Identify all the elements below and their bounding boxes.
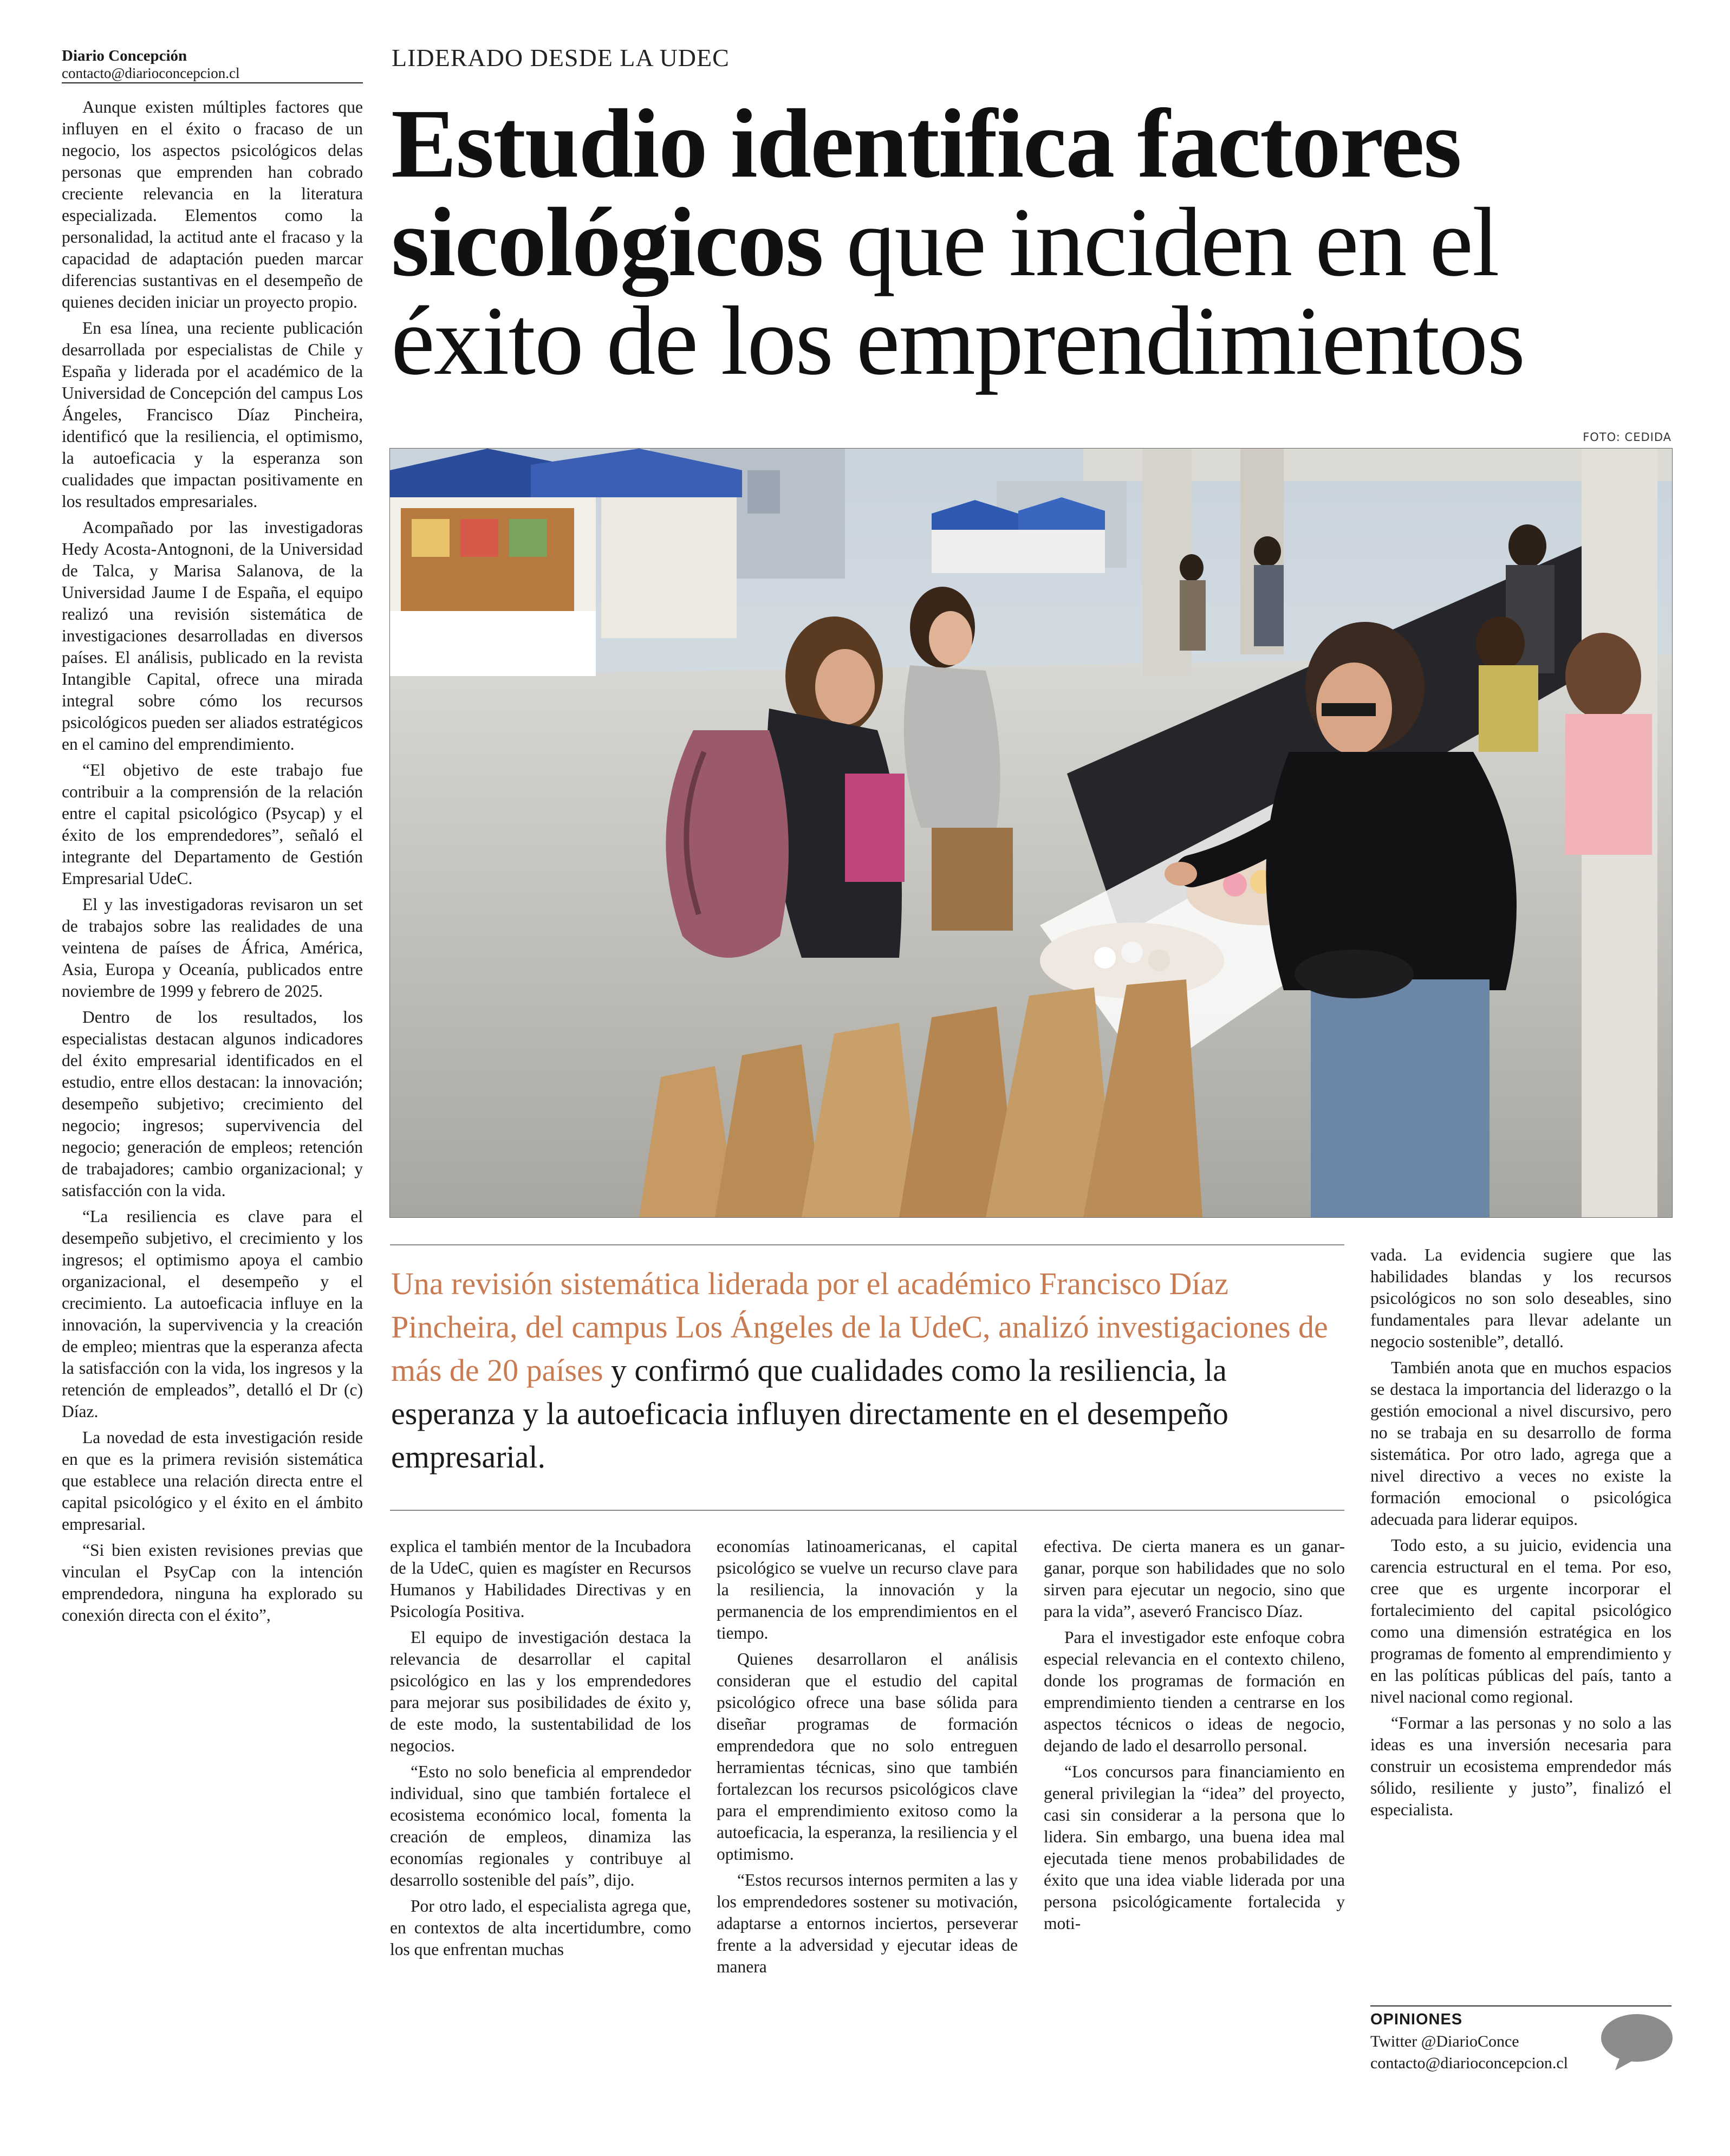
body-column-3 — [717, 1536, 1018, 1982]
opinions-title: OPINIONES — [1370, 2011, 1463, 2028]
paragraph: “Esto no solo beneficia al emprendedor individual, sino que también fortalece el ecosistema económico local, fomenta la creación de empleos, dinamiza las economías regionales y contribuye al desarrollo sostenible del país”, dijo. — [390, 1762, 691, 1889]
paragraph: “Formar a las personas y no solo a las ideas es una inversión necesaria para construir un ecosistema emprendedor más sólido, resiliente y justo”, finalizó el especialista. — [1370, 1713, 1672, 1819]
paragraph: Para el investigador este enfoque cobra especial relevancia en el contexto chileno, donde los programas de formación en emprendimiento tienden a centrarse en los aspectos técnicos o ideas de negocio, dejando de lado el desarrollo personal. — [1044, 1628, 1345, 1755]
paragraph: Dentro de los resultados, los especialistas destacan algunos indicadores del éxito empresarial identificados en el estudio, entre ellos destacan: la innovación; desempeño subjetivo; crecimiento del negocio; ingresos; supervivencia del negocio; generación de empleos; retención de trabajadores; cambio organizacional; y satisfacción con la vida. — [62, 1008, 363, 1200]
paragraph: “El objetivo de este trabajo fue contribuir a la comprensión de la relación entre el capital psicológico (Psycap) y el éxito de los emprendedores”, señaló el integrante del Departamento de Gestión Empresarial UdeC. — [62, 761, 363, 888]
headline-line-2 — [391, 188, 1659, 297]
newspaper-name: Diario Concepción — [62, 47, 187, 64]
paragraph: En esa línea, una reciente publicación desarrollada por especialistas de Chile y España y liderada por el académico de la Universidad de Concepción del campus Los Ángeles, Francisco Díaz Pincheira, identificó que la resiliencia, el optimismo, la autoeficacia y la esperanza son cualidades que impactan positivamente en los resultados empresariales. — [62, 319, 363, 511]
body-column-5 — [1370, 1244, 1672, 1825]
opinions-divider — [1370, 2005, 1672, 2006]
newspaper-email: contacto@diarioconcepcion.cl — [62, 65, 240, 81]
paragraph: “La resiliencia es clave para el desempeño subjetivo, el crecimiento y los ingresos; el optimismo apoya el cambio organizacional, el desempeño y el crecimiento. La autoeficacia influye en la innovación, la supervivencia y la creación de empleo; mientras que la esperanza afecta la satisfacción con la vida, los ingresos y la retención de empleados”, detalló el Dr (c) Díaz. — [62, 1207, 363, 1421]
paragraph: explica el también mentor de la Incubadora de la UdeC, quien es magíster en Recursos Humanos y Habilidades Directivas y en Psicología Positiva. — [390, 1537, 691, 1621]
article-headline — [391, 89, 1659, 395]
paragraph: Aunque existen múltiples factores que influyen en el éxito o fracaso de un negocio, los aspectos psicológicos delas personas que emprenden han cobrado creciente relevancia en la literatura especializada. Elementos como la personalidad, la actitud ante el fracaso y la capacidad de adaptación pueden marcar diferencias sustantivas en el desempeño de quienes deciden iniciar un proyecto propio. — [62, 98, 363, 311]
opinions-twitter[interactable]: Twitter @DiarioConce — [1370, 2032, 1519, 2050]
paragraph: Acompañado por las investigadoras Hedy Acosta-Antognoni, de la Universidad de Talca, y Marisa Salanova, de la Universidad Jaume I de España, el equipo realizó una revisión sistemática de investigaciones desarrolladas en diversos países. El análisis, publicado en la revista Intangible Capital, ofrece una mirada integral sobre cómo los recursos psicológicos pueden ser aliados estratégicos en el camino del emprendimiento. — [62, 518, 363, 754]
deck-highlight: Una revisión sistemática liderada por el académico Francisco Díaz Pincheira, del campus Los Ángeles de la UdeC, analizó investigaciones de más de 20 países — [391, 1266, 1328, 1388]
paragraph: Quienes desarrollaron el análisis consideran que el estudio del capital psicológico ofrece una base sólida para diseñar programas de formación emprendedora que no solo entreguen herramientas técnicas, sino que también fortalezcan los recursos psicológicos clave para el emprendimiento exitoso como la autoeficacia, la esperanza, la resiliencia y el optimismo. — [717, 1650, 1018, 1863]
body-column-1 — [62, 96, 363, 1631]
paragraph: “Si bien existen revisiones previas que vinculan el PsyCap con la intención emprendedora, ninguna ha explorado su conexión directa con el éxito”, — [62, 1541, 363, 1625]
body-column-4 — [1044, 1536, 1345, 1939]
paragraph: La novedad de esta investigación reside en que es la primera revisión sistemática que establece una relación directa entre el capital psicológico y el éxito en el ámbito empresarial. — [62, 1428, 363, 1534]
article-deck — [391, 1262, 1344, 1479]
opinions-email[interactable]: contacto@diarioconcepcion.cl — [1370, 2054, 1568, 2072]
paragraph: Todo esto, a su juicio, evidencia una carencia estructural en el tema. Por eso, cree que es urgente incorporar el fortalecimiento del capital psicológico como una dimensión estratégica en los programas de fomento al emprendimiento y en las políticas públicas del país, tanto a nivel nacional como regional. — [1370, 1536, 1672, 1706]
headline-line-2-rest: que inciden en el — [822, 188, 1499, 297]
masthead-divider — [62, 82, 363, 83]
paragraph: El equipo de investigación destaca la relevancia de desarrollar el capital psicológico en las y los emprendedores para mejorar sus posibilidades de éxito y, de este modo, la sustentabilidad de los negocios. — [390, 1628, 691, 1755]
article-photo — [389, 448, 1673, 1218]
headline-line-3: éxito de los emprendimientos — [391, 287, 1525, 395]
deck-rest: y confirmó que cualidades como la resiliencia, la esperanza y la autoeficacia influyen directamente en el desempeño empresarial. — [391, 1353, 1228, 1475]
paragraph: “Los concursos para financiamiento en general privilegian la “idea” del proyecto, casi sin considerar a la persona que lo lidera. Sin embargo, una buena idea mal ejecutada tiene menos probabilidades de éxito que una idea viable liderada por una persona psicológicamente fortalecida y moti- — [1044, 1762, 1345, 1933]
headline-bold-word: sicológicos — [391, 188, 823, 297]
section-kicker: LIDERADO DESDE LA UDEC — [392, 44, 730, 72]
deck-divider-top — [390, 1244, 1344, 1245]
headline-line-1: Estudio identifica factores — [391, 89, 1461, 198]
paragraph: efectiva. De cierta manera es un ganar-ganar, porque son habilidades que no solo sirven para ejecutar un negocio, sino que para la vida”, aseveró Francisco Díaz. — [1044, 1537, 1345, 1621]
paragraph: Por otro lado, el especialista agrega que, en contextos de alta incertidumbre, como los que enfrentan muchas — [390, 1897, 691, 1959]
market-scene-illustration — [390, 449, 1672, 1217]
paragraph: “Estos recursos internos permiten a las y los emprendedores sostener su motivación, adaptarse a entornos inciertos, perseverar frente a la adversidad y ejecutar ideas de manera — [717, 1871, 1018, 1976]
body-column-2 — [390, 1536, 691, 1965]
photo-credit: FOTO: CEDIDA — [1583, 431, 1672, 444]
speech-bubble-icon — [1599, 2012, 1675, 2071]
deck-divider-bottom — [390, 1510, 1344, 1511]
paragraph: economías latinoamericanas, el capital psicológico se vuelve un recurso clave para la resiliencia, la innovación y la permanencia de los emprendimientos en el tiempo. — [717, 1537, 1018, 1642]
paragraph: vada. La evidencia sugiere que las habilidades blandas y los recursos psicológicos no son solo deseables, sino fundamentales para llevar adelante un negocio sostenible”, detalló. — [1370, 1245, 1672, 1351]
paragraph: El y las investigadoras revisaron un set de trabajos sobre las realidades de una veintena de países de África, América, Asia, Europa y Oceanía, publicados entre noviembre de 1999 y febrero de 2025. — [62, 895, 363, 1001]
paragraph: También anota que en muchos espacios se destaca la importancia del liderazgo o la gestión emocional a nivel discursivo, pero no se trabaja en su desarrollo de forma sistemática. Por otro lado, agrega que a nivel directivo a veces no existe la formación emocional o psicológica adecuada para liderar equipos. — [1370, 1358, 1672, 1529]
